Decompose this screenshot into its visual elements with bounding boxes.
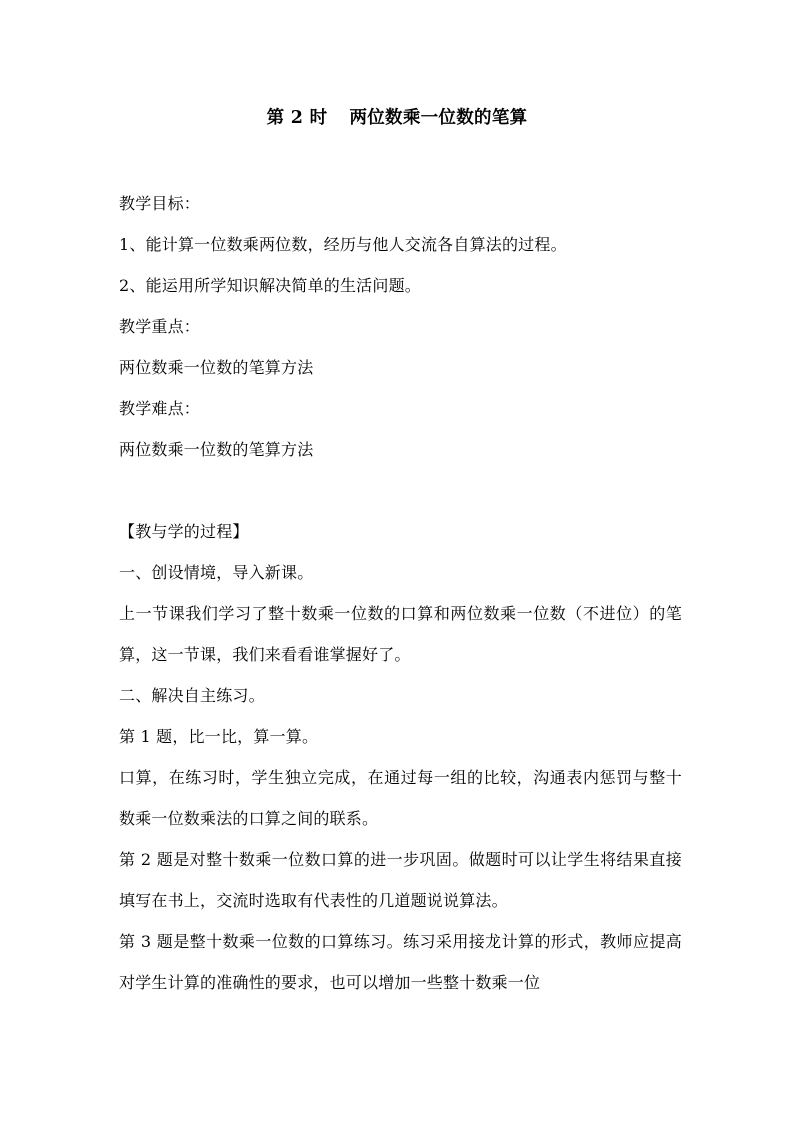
section-2-heading: 二、解决自主练习。 (119, 686, 265, 705)
question-3-paragraph: 第 3 题是整十数乘一位数的口算练习。练习采用接龙计算的形式，教师应提高对学生计算的准确性的要求，也可以增加一些整十数乘一位 (119, 932, 682, 992)
page-title (0, 104, 794, 132)
goal-item-1: 1、能计算一位数乘两位数，经历与他人交流各自算法的过程。 (119, 235, 567, 254)
goal-item-2: 2、能运用所学知识解决简单的生活问题。 (119, 276, 421, 295)
objectives-section (119, 183, 682, 470)
process-heading: 【教与学的过程】 (119, 522, 249, 541)
goals-heading: 教学目标： (119, 194, 201, 213)
process-section (119, 511, 682, 1003)
question-1-heading: 第 1 题，比一比，算一算。 (119, 727, 319, 746)
section-1-paragraph: 上一节课我们学习了整十数乘一位数的口算和两位数乘一位数（不进位）的笔算，这一节课，我们来看看谁掌握好了。 (119, 604, 682, 664)
lesson-number: 第 2 时 (266, 108, 328, 128)
section-1-heading: 一、创设情境，导入新课。 (119, 563, 314, 582)
key-points-text: 两位数乘一位数的笔算方法 (119, 358, 314, 377)
key-points-heading: 教学重点： (119, 317, 201, 336)
lesson-title: 两位数乘一位数的笔算 (349, 108, 528, 128)
question-2-paragraph: 第 2 题是对整十数乘一位数口算的进一步巩固。做题时可以让学生将结果直接填写在书上，交流时选取有代表性的几道题说说算法。 (119, 850, 682, 910)
difficulty-heading: 教学难点： (119, 399, 201, 418)
difficulty-text: 两位数乘一位数的笔算方法 (119, 440, 314, 459)
question-1-paragraph: 口算，在练习时，学生独立完成，在通过每一组的比较，沟通表内惩罚与整十数乘一位数乘法的口算之间的联系。 (119, 768, 682, 828)
